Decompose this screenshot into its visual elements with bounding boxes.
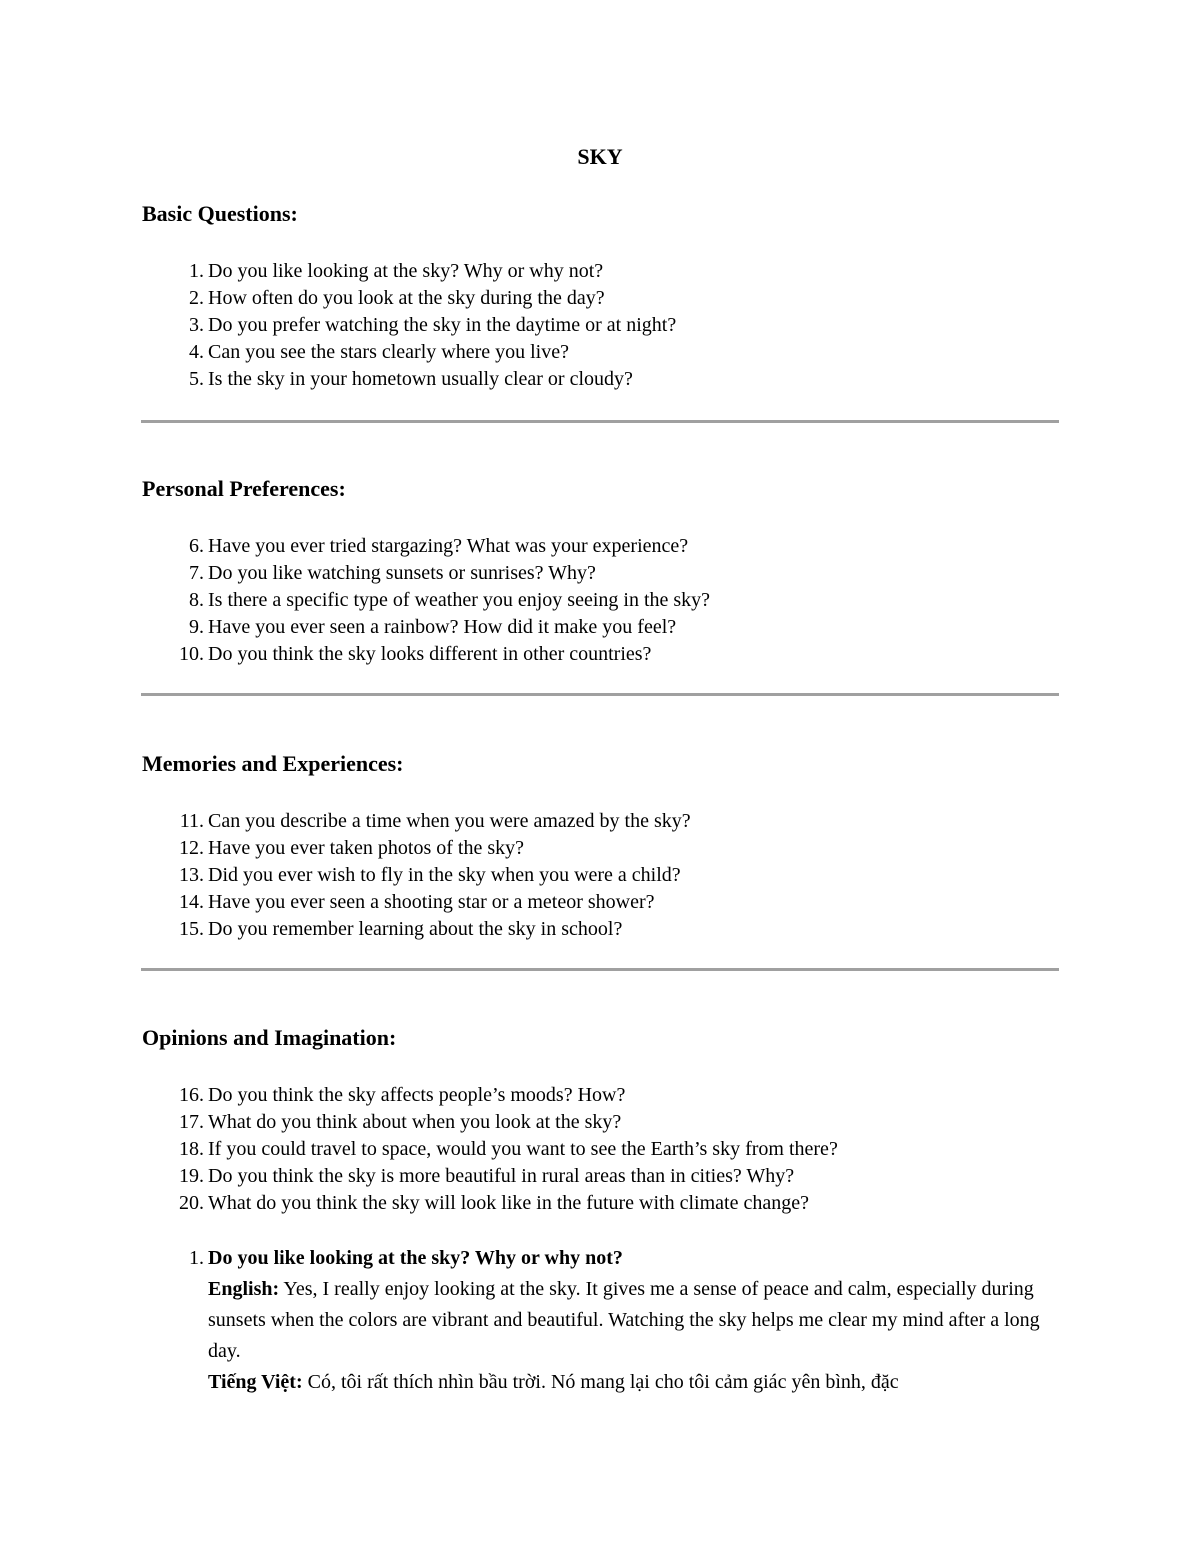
question-text: If you could travel to space, would you want to see the Earth’s sky from there? xyxy=(208,1138,838,1160)
question-number: 2. xyxy=(189,287,204,309)
question-text: Can you describe a time when you were amazed by the sky? xyxy=(208,810,691,832)
question-item xyxy=(142,808,691,835)
question-list-preferences xyxy=(142,533,710,668)
question-text: Have you ever seen a rainbow? How did it make you feel? xyxy=(208,616,677,638)
section-heading-memories: Memories and Experiences: xyxy=(142,751,404,776)
answer-number: 1. xyxy=(189,1247,204,1269)
question-text: Have you ever seen a shooting star or a meteor shower? xyxy=(208,891,655,913)
question-item xyxy=(142,641,710,668)
question-item xyxy=(142,614,710,641)
question-list-memories xyxy=(142,808,691,943)
question-number: 6. xyxy=(189,535,204,557)
vietnamese-text: Có, tôi rất thích nhìn bầu trời. Nó mang lại cho tôi cảm giác yên bình, đặc xyxy=(302,1371,899,1393)
question-item xyxy=(142,835,691,862)
question-text: Is the sky in your hometown usually clear or cloudy? xyxy=(208,368,633,390)
question-item xyxy=(142,1190,838,1217)
question-number: 11. xyxy=(179,810,204,832)
question-text: How often do you look at the sky during the day? xyxy=(208,287,605,309)
question-text: Do you prefer watching the sky in the daytime or at night? xyxy=(208,314,677,336)
question-text: Do you think the sky is more beautiful in rural areas than in cities? Why? xyxy=(208,1165,795,1187)
question-text: Do you remember learning about the sky in school? xyxy=(208,918,623,940)
question-number: 13. xyxy=(179,864,204,886)
question-text: Can you see the stars clearly where you live? xyxy=(208,341,569,363)
question-text: Do you think the sky looks different in other countries? xyxy=(208,643,652,665)
section-heading-basic-questions: Basic Questions: xyxy=(142,201,298,226)
question-number: 5. xyxy=(189,368,204,390)
question-item xyxy=(142,1136,838,1163)
question-item xyxy=(142,1109,838,1136)
question-item xyxy=(142,1082,838,1109)
answer-question: Do you like looking at the sky? Why or why not? xyxy=(208,1247,623,1269)
question-number: 10. xyxy=(179,643,204,665)
answer-block xyxy=(142,1243,1042,1398)
question-item xyxy=(142,258,676,285)
section-heading-opinions: Opinions and Imagination: xyxy=(142,1025,397,1050)
question-text: Do you like watching sunsets or sunrises? Why? xyxy=(208,562,596,584)
question-number: 3. xyxy=(189,314,204,336)
question-number: 1. xyxy=(189,260,204,282)
question-number: 12. xyxy=(179,837,204,859)
english-label: English: xyxy=(208,1278,280,1300)
question-text: Do you like looking at the sky? Why or why not? xyxy=(208,260,604,282)
question-text: Do you think the sky affects people’s moods? How? xyxy=(208,1084,626,1106)
question-item xyxy=(142,862,691,889)
question-number: 8. xyxy=(189,589,204,611)
vietnamese-label: Tiếng Việt: xyxy=(208,1371,303,1393)
section-divider xyxy=(141,420,1059,423)
question-text: Have you ever taken photos of the sky? xyxy=(208,837,525,859)
answer-vietnamese xyxy=(208,1367,1042,1398)
question-number: 16. xyxy=(179,1084,204,1106)
question-item xyxy=(142,312,676,339)
question-number: 15. xyxy=(179,918,204,940)
english-text: Yes, I really enjoy looking at the sky. It gives me a sense of peace and calm, especially during sunsets when the colors are vibrant and beautiful. Watching the sky helps me clear my mind after a long day. xyxy=(208,1278,1040,1362)
section-heading-personal-preferences: Personal Preferences: xyxy=(142,476,346,501)
question-list-opinions xyxy=(142,1082,838,1217)
question-item xyxy=(142,339,676,366)
question-item xyxy=(142,587,710,614)
question-number: 7. xyxy=(189,562,204,584)
question-number: 4. xyxy=(189,341,204,363)
question-number: 20. xyxy=(179,1192,204,1214)
question-number: 18. xyxy=(179,1138,204,1160)
question-text: What do you think the sky will look like in the future with climate change? xyxy=(208,1192,809,1214)
question-list-basic xyxy=(142,258,676,393)
question-number: 9. xyxy=(189,616,204,638)
question-item xyxy=(142,889,691,916)
page-title: SKY xyxy=(577,144,623,169)
question-item xyxy=(142,1163,838,1190)
question-number: 19. xyxy=(179,1165,204,1187)
question-text: What do you think about when you look at the sky? xyxy=(208,1111,622,1133)
answer-english xyxy=(208,1274,1042,1367)
answer-body xyxy=(208,1243,1042,1398)
section-divider xyxy=(141,968,1059,971)
question-number: 17. xyxy=(179,1111,204,1133)
question-text: Have you ever tried stargazing? What was your experience? xyxy=(208,535,689,557)
question-item xyxy=(142,916,691,943)
section-divider xyxy=(141,693,1059,696)
answer-item xyxy=(142,1243,1042,1398)
question-item xyxy=(142,285,676,312)
question-text: Is there a specific type of weather you enjoy seeing in the sky? xyxy=(208,589,711,611)
question-number: 14. xyxy=(179,891,204,913)
question-item xyxy=(142,533,710,560)
question-text: Did you ever wish to fly in the sky when you were a child? xyxy=(208,864,681,886)
question-item xyxy=(142,366,676,393)
question-item xyxy=(142,560,710,587)
